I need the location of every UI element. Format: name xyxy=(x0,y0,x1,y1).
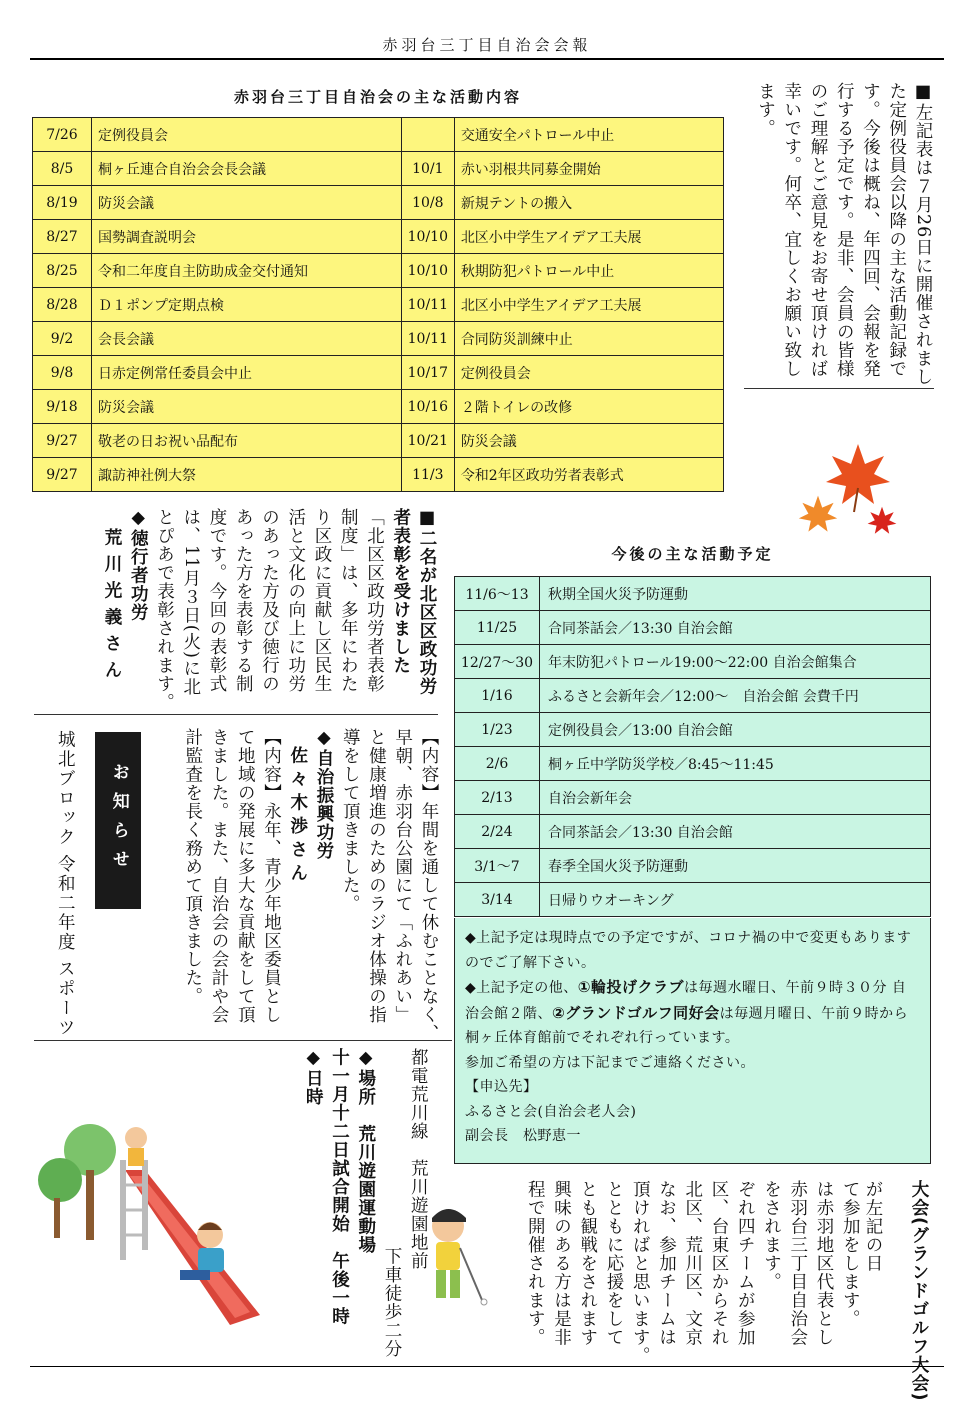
autonomy-name: 佐々木渉さん xyxy=(287,746,308,887)
activity-row xyxy=(33,390,724,424)
schedule-row xyxy=(455,645,931,679)
activity-row xyxy=(33,152,724,186)
notice-line: とともに応援をして xyxy=(604,1180,624,1347)
schedule-row xyxy=(455,713,931,747)
autumn-leaves-image xyxy=(786,430,906,550)
schedule-notes xyxy=(454,918,931,1164)
activity-event: 諏訪神社例大祭 xyxy=(92,458,402,492)
award-line: とぴあで表彰されます。 xyxy=(154,508,175,712)
notice-line: は赤羽地区代表とし xyxy=(814,1180,834,1347)
autonomy-heading: ◆自治振興功労 xyxy=(314,728,334,860)
schedule-date: 2/13 xyxy=(455,781,540,815)
schedule-date: 3/1～7 xyxy=(455,849,540,883)
activity-date: 10/11 xyxy=(401,288,454,322)
virtue-detail: と健康増進のためのラジオ体操の指 xyxy=(366,728,387,1024)
intro-note xyxy=(752,82,936,387)
notice-title: 城北ブロック 令和二年度 スポーツ xyxy=(55,730,76,1038)
activity-row xyxy=(33,118,724,152)
award-heading: ■二名が北区区政功労 xyxy=(417,508,437,696)
schedule-date: 2/6 xyxy=(455,747,540,781)
activity-event: 北区小中学生アイデア工夫展 xyxy=(454,288,723,322)
activities-title: 赤羽台三丁目自治会の主な活動内容 xyxy=(233,88,522,106)
schedule-event: 桐ヶ丘中学防災学校／8:45～11:45 xyxy=(540,747,931,781)
award-line: り区政に貢献し区民生 xyxy=(312,508,332,693)
intro-line: す。今後は概ね、年四回、会報を発 xyxy=(860,82,881,378)
playground-slide-image xyxy=(30,1110,265,1340)
award-details xyxy=(180,728,443,1043)
place-head: ◆場所 xyxy=(355,1048,376,1106)
virtue-heading: ◆徳行者功労 xyxy=(128,508,149,622)
activity-date: 9/2 xyxy=(33,322,92,356)
activity-date: 9/8 xyxy=(33,356,92,390)
schedule-title: 今後の主な活動予定 xyxy=(611,545,774,563)
notice-divider xyxy=(34,1040,452,1041)
date-head: ◆日時 xyxy=(303,1048,324,1106)
activity-date: 10/10 xyxy=(401,220,454,254)
activity-event: 会長会議 xyxy=(92,322,402,356)
award-divider xyxy=(34,714,438,715)
notice-line: 頂ければと思います。 xyxy=(630,1180,651,1365)
schedule-event: ふるさと会新年会／12:00～ 自治会館 会費千円 xyxy=(540,679,931,713)
activity-date: 7/26 xyxy=(33,118,92,152)
note-text: ◆上記予定の他、 xyxy=(465,980,578,996)
activity-event: 国勢調査説明会 xyxy=(92,220,402,254)
header-rule xyxy=(30,58,944,60)
activity-row xyxy=(33,288,724,322)
note-contact-request: 参加ご希望の方は下記までご連絡ください。 xyxy=(465,1054,755,1071)
activity-row xyxy=(33,254,724,288)
access-2: 下車徒歩二分 xyxy=(382,1247,402,1358)
activity-date: 10/10 xyxy=(401,254,454,288)
notice-line: とも観戦をされます xyxy=(577,1180,598,1347)
club-groundgolf: ②グランドゴルフ同好会 xyxy=(552,1003,720,1022)
activity-date: 10/11 xyxy=(401,322,454,356)
autonomy-detail: て地域の発展に多大な貢献をして頂 xyxy=(235,728,256,1024)
club-ringtoss: ①輪投げクラブ xyxy=(577,978,684,996)
activity-date: 10/21 xyxy=(401,424,454,458)
schedule-event: 合同茶話会／13:30 自治会館 xyxy=(540,815,931,849)
notice-line: 北区、荒川区、文京 xyxy=(682,1180,703,1347)
notice-title-cont-block xyxy=(906,1180,932,1402)
schedule-row xyxy=(455,679,931,713)
intro-line: 行する予定です。是非、会員の皆様 xyxy=(834,82,855,378)
activity-date: 9/27 xyxy=(33,424,92,458)
activity-table xyxy=(32,117,724,492)
notice-label: お知らせ xyxy=(95,732,141,909)
activity-event: 赤い羽根共同募金開始 xyxy=(454,152,723,186)
award-intro xyxy=(99,508,440,712)
schedule-row xyxy=(455,849,931,883)
schedule-row xyxy=(455,577,931,611)
notice-line: なお、参加チームは xyxy=(656,1180,677,1347)
note-clubs xyxy=(465,975,920,1051)
notice-line: ぞれ四チームが参加 xyxy=(735,1180,756,1347)
date-value: 十一月十二日試合開始 午後一時 xyxy=(329,1048,350,1326)
schedule-date: 1/23 xyxy=(455,713,540,747)
intro-line: ■左記表は７月26日に開催されまし xyxy=(913,82,933,387)
intro-line: 幸いです。何卒、宜しくお願い致し xyxy=(781,82,802,378)
activity-event: 令和二年度自主防助成金交付通知 xyxy=(92,254,402,288)
notice-line: 区、台東区からそれ xyxy=(709,1180,729,1347)
activity-date: 8/27 xyxy=(33,220,92,254)
notice-line: 興味のある方は是非 xyxy=(551,1180,572,1347)
autonomy-detail: 計監査を長く務めて頂きました。 xyxy=(182,728,203,1006)
award-line: あった方を表彰する制 xyxy=(233,508,254,693)
contact-label: 【申込先】 xyxy=(465,1079,538,1095)
award-heading: 者表彰を受けました xyxy=(390,508,411,675)
schedule-event: 自治会新年会 xyxy=(540,781,931,815)
activity-date: 8/19 xyxy=(33,186,92,220)
activity-row xyxy=(33,458,724,492)
virtue-detail: 導をして頂きました。 xyxy=(340,728,361,913)
activity-event: 令和2年区政功労者表彰式 xyxy=(454,458,723,492)
notice-line: をされます。 xyxy=(761,1180,782,1291)
golfer-image xyxy=(412,1200,492,1310)
activity-row xyxy=(33,424,724,458)
notice-line: が左記の日 xyxy=(863,1180,883,1273)
contact-org: ふるさと会(自治会老人会) xyxy=(465,1103,637,1120)
schedule-event: 秋期全国火災予防運動 xyxy=(540,577,931,611)
intro-line: ます。 xyxy=(755,82,776,138)
activity-event: 桐ヶ丘連合自治会会長会議 xyxy=(92,152,402,186)
activity-event: 定例役員会 xyxy=(92,118,402,152)
note-text: は毎週水曜日、午前９時３０分 自治会館２階、 xyxy=(465,980,907,1022)
schedule-row xyxy=(455,781,931,815)
activity-date xyxy=(401,118,454,152)
activity-event: 日赤定例常任委員会中止 xyxy=(92,356,402,390)
schedule-row xyxy=(455,815,931,849)
activity-date: 9/18 xyxy=(33,390,92,424)
activity-event: 合同防災訓練中止 xyxy=(454,322,723,356)
schedule-date: 12/27～30 xyxy=(455,645,540,679)
award-line: 活と文化の向上に功労 xyxy=(285,508,306,693)
activity-row xyxy=(33,322,724,356)
notice-title-cont: 大会(グランドゴルフ大会) xyxy=(909,1180,929,1402)
schedule-event: 定例役員会／13:00 自治会館 xyxy=(540,713,931,747)
activity-date: 10/8 xyxy=(401,186,454,220)
intro-line: のご理解とご意見をお寄せ頂ければ xyxy=(808,82,828,378)
schedule-date: 1/16 xyxy=(455,679,540,713)
schedule-event: 日帰りウオーキング xyxy=(540,883,931,917)
schedule-event: 合同茶話会／13:30 自治会館 xyxy=(540,611,931,645)
schedule-date: 3/14 xyxy=(455,883,540,917)
activity-event: 交通安全パトロール中止 xyxy=(454,118,723,152)
award-line: は、11月３日(火)に北 xyxy=(180,508,201,696)
notice-first-line-block xyxy=(860,1180,886,1360)
virtue-detail: 【内容】年間を通して休むことなく、 xyxy=(419,728,439,1043)
activity-date: 8/5 xyxy=(33,152,92,186)
activity-date: 10/1 xyxy=(401,152,454,186)
activity-date: 8/25 xyxy=(33,254,92,288)
note-text: は毎週月曜日、午前９時から桐ヶ丘体育館前でそれぞれ行っています。 xyxy=(465,1005,909,1046)
activity-date: 10/16 xyxy=(401,390,454,424)
newsletter-title: 赤羽台三丁目自治会会報 xyxy=(382,36,592,54)
activity-event: Ｄ１ポンプ定期点検 xyxy=(92,288,402,322)
footer-rule xyxy=(30,1366,944,1367)
schedule-table xyxy=(454,576,931,917)
award-line: 度です。今回の表彰式 xyxy=(207,508,227,693)
intro-line: た定例役員会以降の主な活動記録で xyxy=(886,82,907,378)
access-1: 都電荒川線 荒川遊園地前 xyxy=(408,1048,429,1270)
activity-row xyxy=(33,186,724,220)
virtue-detail: 早朝、赤羽台公園にて「ふれあい」 xyxy=(392,728,413,1024)
activity-date: 9/27 xyxy=(33,458,92,492)
activity-row xyxy=(33,220,724,254)
activity-date: 10/17 xyxy=(401,356,454,390)
notice-line: 赤羽台三丁目自治会 xyxy=(787,1180,808,1347)
schedule-date: 2/24 xyxy=(455,815,540,849)
schedule-row xyxy=(455,883,931,917)
activity-event: 定例役員会 xyxy=(454,356,723,390)
activity-date: 8/28 xyxy=(33,288,92,322)
contact-person: 副会長 松野恵一 xyxy=(465,1128,581,1144)
autonomy-detail: 【内容】永年、青少年地区委員とし xyxy=(261,728,282,1024)
activity-event: 新規テントの搬入 xyxy=(454,186,723,220)
virtue-name: 荒川光義さん xyxy=(102,528,122,687)
autonomy-detail: きました。また、自治会の会計や会 xyxy=(209,728,229,1024)
activity-date: 11/3 xyxy=(401,458,454,492)
place-value: 荒川遊園運動場 xyxy=(355,1124,376,1254)
notice-body xyxy=(522,1180,863,1365)
activity-event: 敬老の日お祝い品配布 xyxy=(92,424,402,458)
award-line: 「北区区政功労者表彰 xyxy=(364,508,385,693)
activity-row xyxy=(33,356,724,390)
activity-event: ２階トイレの改修 xyxy=(454,390,723,424)
schedule-date: 11/6～13 xyxy=(455,577,540,611)
activity-event: 北区小中学生アイデア工夫展 xyxy=(454,220,723,254)
schedule-date: 11/25 xyxy=(455,611,540,645)
activity-event: 防災会議 xyxy=(92,186,402,220)
place-line xyxy=(353,1048,379,1358)
activity-event: 防災会議 xyxy=(92,390,402,424)
award-line: 制度」は、多年にわた xyxy=(338,508,359,693)
activity-event: 防災会議 xyxy=(454,424,723,458)
schedule-row xyxy=(455,747,931,781)
schedule-event: 年末防犯パトロール19:00～22:00 自治会館集合 xyxy=(540,645,931,679)
intro-divider xyxy=(744,388,934,389)
note-change: ◆上記予定は現時点での予定ですが、コロナ禍の中で変更もありますのでご了解下さい。 xyxy=(465,930,912,971)
schedule-row xyxy=(455,611,931,645)
notice-line: て参加をします。 xyxy=(840,1180,861,1328)
activity-event: 秋期防犯パトロール中止 xyxy=(454,254,723,288)
award-line: のあった方及び徳行の xyxy=(259,508,280,693)
notice-line: 程で開催されます。 xyxy=(525,1180,546,1347)
schedule-event: 春季全国火災予防運動 xyxy=(540,849,931,883)
